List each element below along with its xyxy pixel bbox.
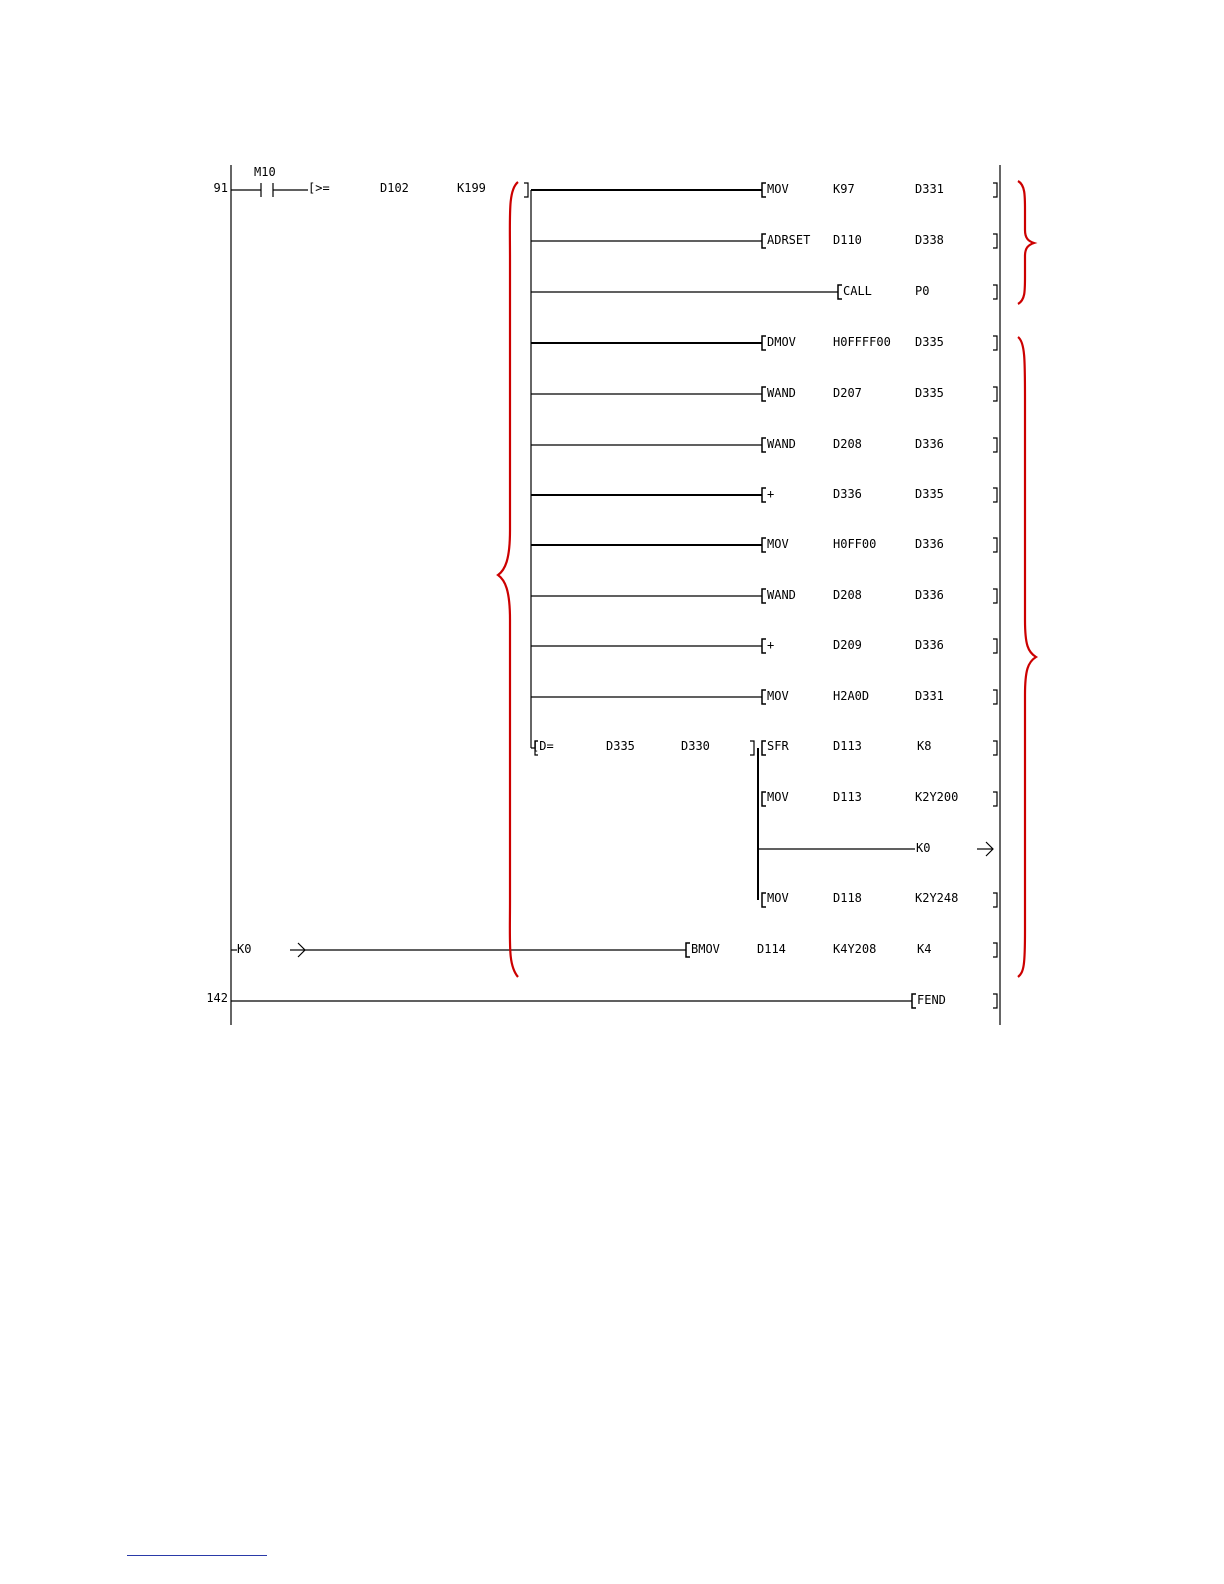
bmov-arrow-icon xyxy=(290,943,305,957)
rung-8-op1: D208 xyxy=(833,588,862,602)
rung-0-instr: MOV xyxy=(767,182,789,196)
rung-2-op1: P0 xyxy=(915,284,930,298)
rung-7-op1: H0FF00 xyxy=(833,537,877,551)
rung-6-instr: + xyxy=(767,487,775,501)
rung-2-instr: CALL xyxy=(843,284,872,298)
rung-1-op1: D110 xyxy=(833,233,862,247)
contact-label: M10 xyxy=(254,165,276,179)
rung-0-op1: K97 xyxy=(833,182,855,196)
rung-8-instr: WAND xyxy=(767,588,796,602)
rung-1-instr: ADRSET xyxy=(767,233,811,247)
rung-5-op1: D208 xyxy=(833,437,862,451)
rung-5-op2: D336 xyxy=(915,437,944,451)
right-red-brace-top xyxy=(1018,181,1034,304)
rung-10-op1: H2A0D xyxy=(833,689,870,703)
step-number-142: 142 xyxy=(206,991,228,1005)
sub-rung-last-op2: K2Y248 xyxy=(915,891,959,905)
sub-rung-1-instr: MOV xyxy=(767,790,789,804)
sub-rung-0 xyxy=(762,739,997,755)
sub-rung-last xyxy=(762,891,997,907)
rung-3-op2: D335 xyxy=(915,335,944,349)
rung-5-instr: WAND xyxy=(767,437,796,451)
sub-rung-1-op2: K2Y200 xyxy=(915,790,959,804)
sub-rung-0-op1: D113 xyxy=(833,739,862,753)
bmov-label: K0 xyxy=(237,942,252,956)
rung-7-instr: MOV xyxy=(767,537,789,551)
rung-3-op1: H0FFFF00 xyxy=(833,335,891,349)
rung-6-op1: D336 xyxy=(833,487,862,501)
rung-5 xyxy=(531,437,997,452)
rung-9-op2: D336 xyxy=(915,638,944,652)
rung-3-instr: DMOV xyxy=(767,335,796,349)
right-red-brace-bottom xyxy=(1018,337,1036,977)
contact-m10 xyxy=(231,183,308,197)
compare-instr: [>= xyxy=(308,181,330,195)
rung-8-op2: D336 xyxy=(915,588,944,602)
bmov-op1: D114 xyxy=(757,942,786,956)
jump-rung xyxy=(758,841,993,856)
fend-rung xyxy=(231,993,997,1008)
rung-4-op1: D207 xyxy=(833,386,862,400)
sub-rung-last-op1: D118 xyxy=(833,891,862,905)
jump-label: K0 xyxy=(916,841,931,855)
rung-10-instr: MOV xyxy=(767,689,789,703)
compare2-instr: [D= xyxy=(532,739,554,753)
compare2 xyxy=(531,739,754,755)
fend-instr: FEND xyxy=(917,993,946,1007)
bmov-rung xyxy=(231,942,997,957)
compare-op1: D102 xyxy=(380,181,409,195)
jump-arrow-icon xyxy=(977,842,993,856)
rung-2 xyxy=(531,284,997,299)
rung-6 xyxy=(531,487,997,502)
rung-7-op2: D336 xyxy=(915,537,944,551)
rung-10-op2: D331 xyxy=(915,689,944,703)
footnote-separator xyxy=(127,1555,267,1556)
rung-6-op2: D335 xyxy=(915,487,944,501)
rung-7 xyxy=(531,537,997,552)
left-red-brace xyxy=(498,182,518,977)
rung-9-op1: D209 xyxy=(833,638,862,652)
sub-rung-1-op1: D113 xyxy=(833,790,862,804)
rung-1 xyxy=(531,233,997,248)
sub-rung-0-instr: SFR xyxy=(767,739,789,753)
rung-0-op2: D331 xyxy=(915,182,944,196)
bmov-instr: BMOV xyxy=(691,942,720,956)
step-number-91: 91 xyxy=(213,181,228,195)
compare-op2: K199 xyxy=(457,181,486,195)
compare2-op1: D335 xyxy=(606,739,635,753)
bmov-op2: K4Y208 xyxy=(833,942,877,956)
rung-3 xyxy=(531,335,997,350)
sub-rung-1 xyxy=(762,790,997,806)
rung-4-op2: D335 xyxy=(915,386,944,400)
rung-4-instr: WAND xyxy=(767,386,796,400)
rung-0 xyxy=(531,182,997,197)
rung-9 xyxy=(531,638,997,653)
rung-4 xyxy=(531,386,997,401)
rung-1-op2: D338 xyxy=(915,233,944,247)
compare-close-bracket xyxy=(524,183,528,197)
bmov-op3: K4 xyxy=(917,942,932,956)
rung-8 xyxy=(531,588,997,603)
sub-rung-last-instr: MOV xyxy=(767,891,789,905)
compare2-op2: D330 xyxy=(681,739,710,753)
sub-rung-0-op2: K8 xyxy=(917,739,932,753)
rung-9-instr: + xyxy=(767,638,775,652)
rung-10 xyxy=(531,689,997,704)
